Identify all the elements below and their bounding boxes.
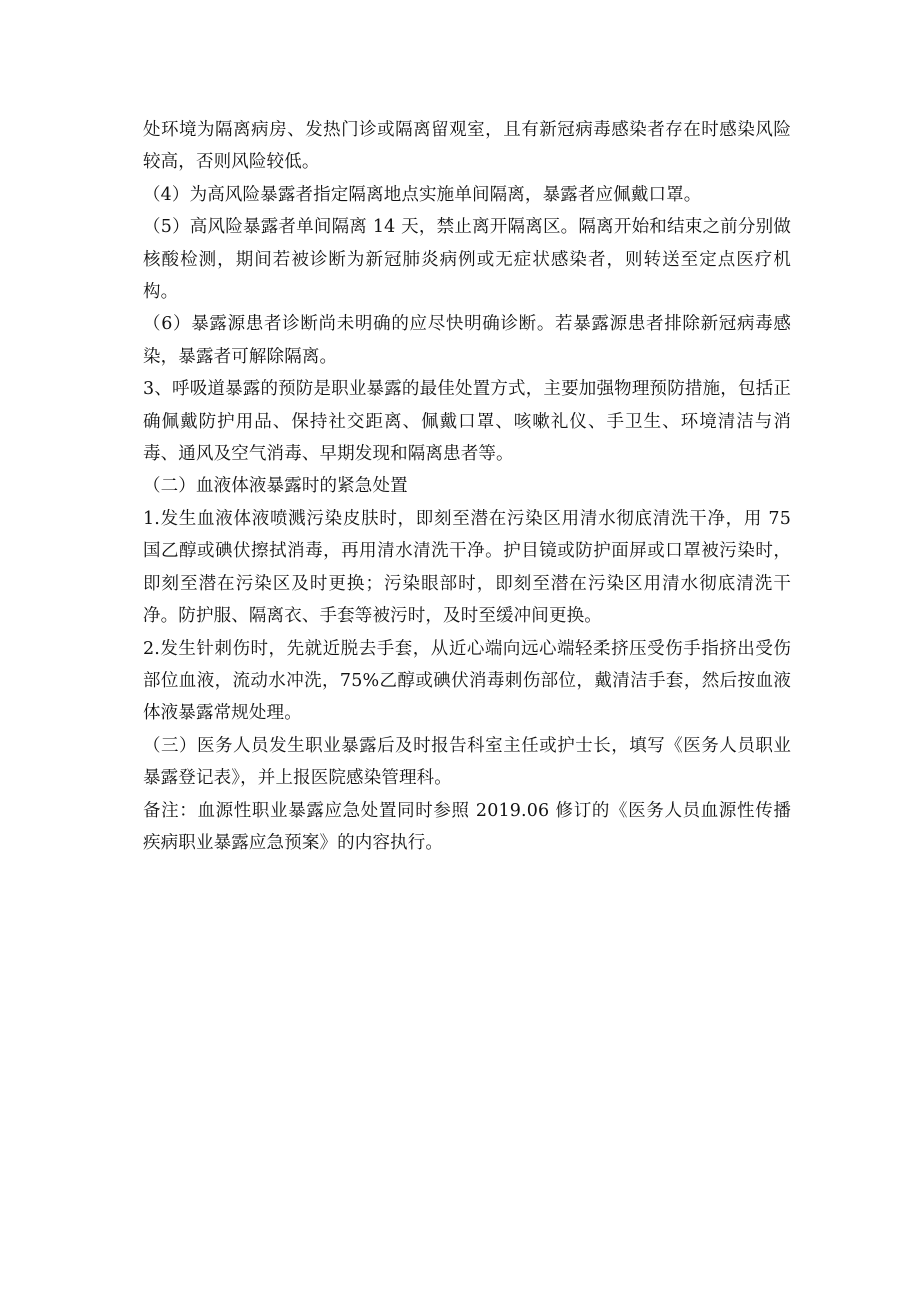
section-heading-blood-exposure: （二）血液体液暴露时的紧急处置 [143, 476, 408, 497]
paragraph-needlestick: 2.发生针刺伤时，先就近脱去手套，从近心端向远心端轻柔挤压受伤手指挤出受伤部位血液，流动水冲洗，75%乙醇或碘伏消毒刺伤部位，戴清洁手套，然后按血液体液暴露常规处理。 [143, 638, 791, 724]
paragraph-remark: 备注：血源性职业暴露应急处置同时参照 2019.06 修订的《医务人员血源性传播疾病职业暴露应急预案》的内容执行。 [143, 800, 791, 853]
paragraph-section-3-prevention: 3、呼吸道暴露的预防是职业暴露的最佳处置方式，主要加强物理预防措施，包括正确佩戴防护用品、保持社交距离、佩戴口罩、咳嗽礼仪、手卫生、环境清洁与消毒、通风及空气消毒、早期发现和隔离患者等。 [143, 379, 791, 465]
paragraph-blood-splash: 1.发生血液体液喷溅污染皮肤时，即刻至潜在污染区用清水彻底清洗干净，用 75 国乙醇或碘伏擦拭消毒，再用清水清洗干净。护目镜或防护面屏或口罩被污染时，即刻至潜在污染区及时更换；污染眼部时，即刻至潜在污染区用清水彻底清洗干净。防护服、隔离衣、手套等被污时，及时至缓冲间更换。 [143, 508, 791, 627]
paragraph-item-6-diagnosis: （6）暴露源患者诊断尚未明确的应尽快明确诊断。若暴露源患者排除新冠病毒感染，暴露者可解除隔离。 [143, 314, 791, 367]
paragraph-section-3-report: （三）医务人员发生职业暴露后及时报告科室主任或护士长，填写《医务人员职业暴露登记表》，并上报医院感染管理科。 [143, 735, 791, 789]
paragraph-item-5-quarantine: （5）高风险暴露者单间隔离 14 天，禁止离开隔离区。隔离开始和结束之前分别做核酸检测，期间若被诊断为新冠肺炎病例或无症状感染者，则转送至定点医疗机构。 [143, 217, 791, 303]
paragraph-risk-environment: 处环境为隔离病房、发热门诊或隔离留观室，且有新冠病毒感染者存在时感染风险较高，否则风险较低。 [143, 120, 791, 173]
paragraph-item-4-isolation: （4）为高风险暴露者指定隔离地点实施单间隔离，暴露者应佩戴口罩。 [143, 184, 702, 205]
document-body [143, 114, 791, 859]
